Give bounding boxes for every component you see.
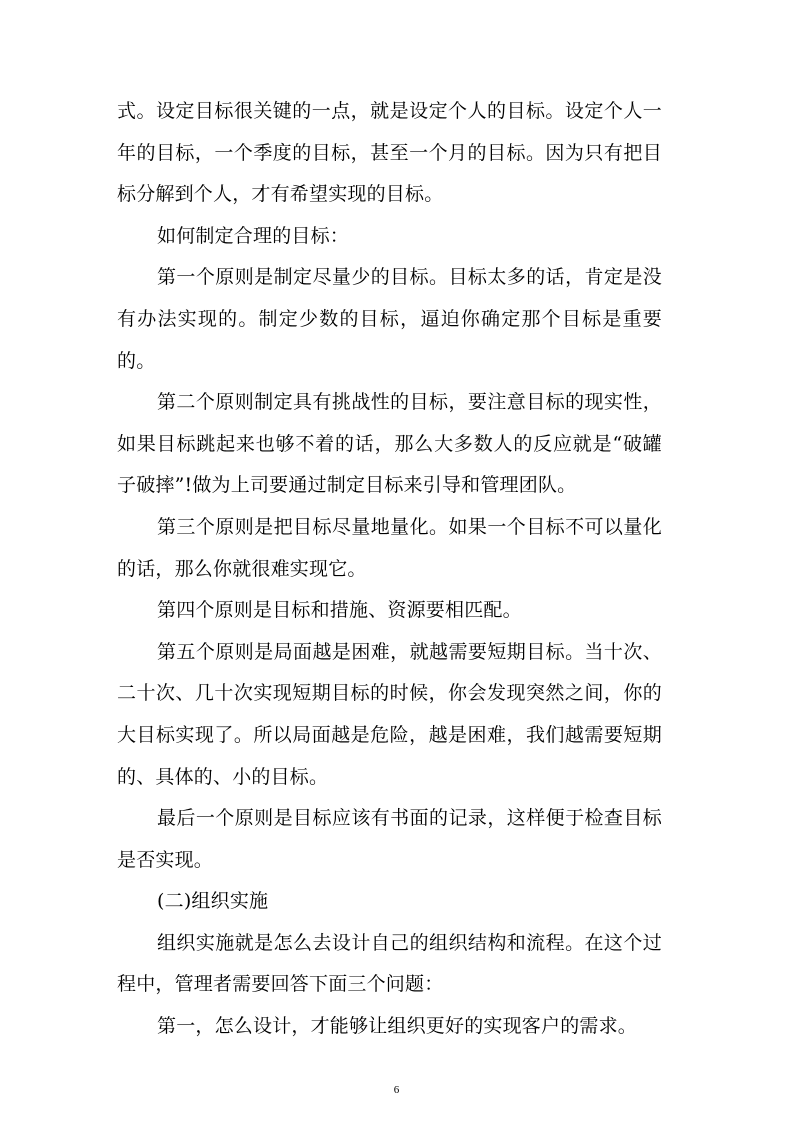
paragraph-principle-3: 第三个原则是把目标尽量地量化。如果一个目标不可以量化的话，那么你就很难实现它。 (117, 515, 662, 580)
paragraph-principle-4: 第四个原则是目标和措施、资源要相匹配。 (157, 599, 522, 622)
section-heading-organize: (二)组织实施 (157, 890, 269, 913)
paragraph-principle-last: 最后一个原则是目标应该有书面的记录，这样便于检查目标是否实现。 (117, 807, 662, 871)
paragraph-principle-2: 第二个原则制定具有挑战性的目标，要注意目标的现实性，如果目标跳起来也够不着的话，那么大多数人的反应就是“破罐子破摔”!做为上司要通过制定目标来引导和管理团队。 (117, 391, 662, 497)
paragraph-principle-5: 第五个原则是局面越是困难，就越需要短期目标。当十次、二十次、几十次实现短期目标的时候，你会发现突然之间，你的大目标实现了。所以局面越是危险，越是困难，我们越需要短期的、具体的、小的目标。 (117, 640, 662, 788)
body-text (117, 91, 662, 1048)
paragraph-continued: 式。设定目标很关键的一点，就是设定个人的目标。设定个人一年的目标，一个季度的目标，甚至一个月的目标。因为只有把目标分解到个人，才有希望实现的目标。 (117, 100, 662, 206)
paragraph-question-1: 第一，怎么设计，才能够让组织更好的实现客户的需求。 (157, 1015, 638, 1038)
paragraph-principle-1: 第一个原则是制定尽量少的目标。目标太多的话，肯定是没有办法实现的。制定少数的目标，逼迫你确定那个目标是重要的。 (117, 266, 662, 372)
page-number: 6 (393, 1084, 400, 1096)
paragraph-heading-goals: 如何制定合理的目标： (157, 224, 350, 247)
paragraph-organize: 组织实施就是怎么去设计自己的组织结构和流程。在这个过程中，管理者需要回答下面三个问题： (117, 931, 662, 996)
